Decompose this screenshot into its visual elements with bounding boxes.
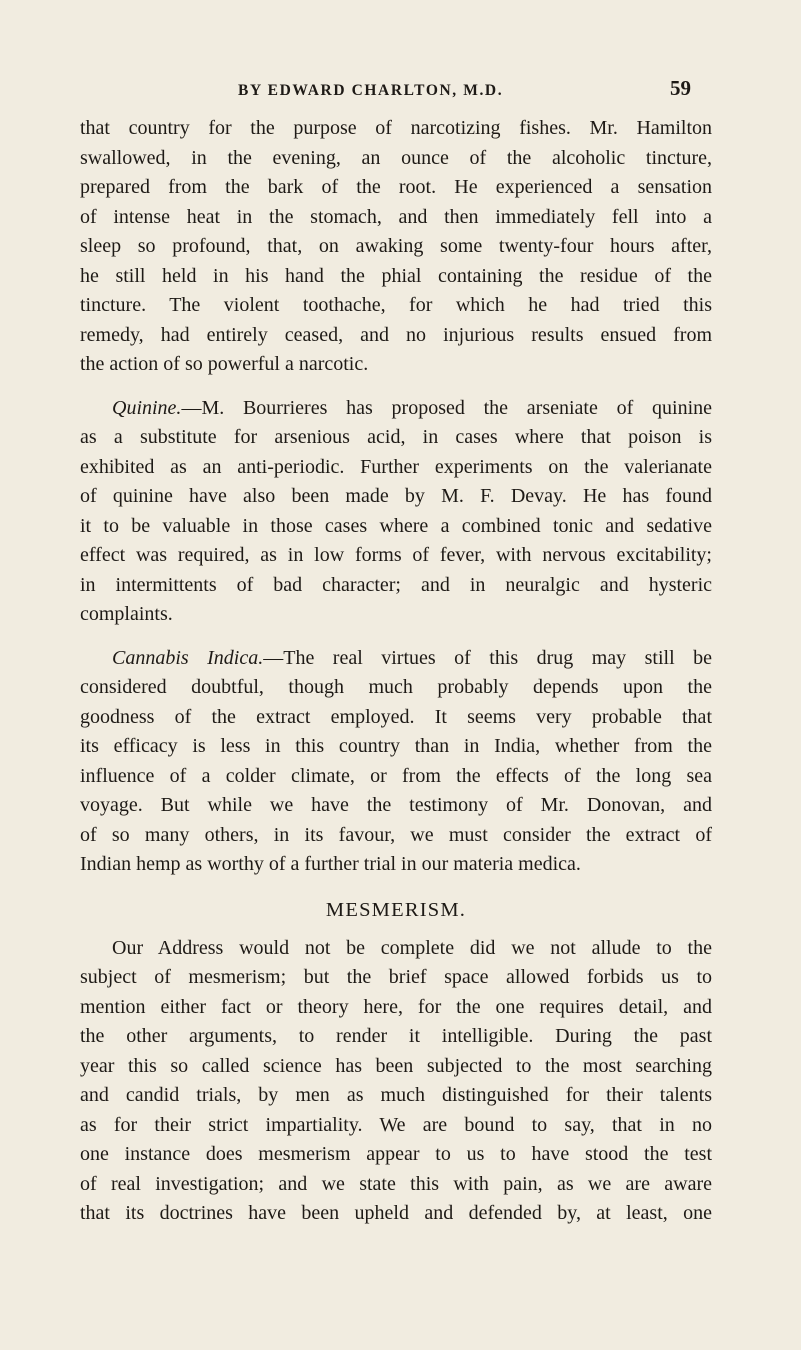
body-text [80, 114, 712, 1229]
paragraph-narcotic [80, 114, 712, 380]
text-line: influence of a colder climate, or from the effects of the long sea [80, 764, 712, 787]
text-line: prepared from the bark of the root. He experienced a sensation [80, 176, 712, 198]
entry-first-line: —The real virtues of this drug may still be [263, 646, 712, 669]
section-heading-mesmerism: MESMERISM. [325, 898, 467, 921]
text-line: as a substitute for arsenious acid, in cases where that poison is [80, 426, 712, 448]
text-line: complaints. [80, 603, 173, 625]
entry-first-line: —M. Bourrieres has proposed the arseniate of quinine [181, 396, 712, 419]
text-line: one instance does mesmerism appear to us to have stood the test [80, 1143, 712, 1165]
text-line: of quinine have also been made by M. F. Devay. He has found [80, 485, 712, 507]
text-line: it to be valuable in those cases where a combined tonic and sedative [80, 514, 712, 537]
text-line [80, 394, 712, 424]
text-line: that country for the purpose of narcotizing fishes. Mr. Hamilton [80, 117, 712, 139]
text-line: the action of so powerful a narcotic. [80, 353, 369, 375]
text-line: considered doubtful, though much probably depends upon the [80, 676, 712, 698]
text-line: its efficacy is less in this country than in India, whether from the [80, 735, 712, 757]
text-line: that its doctrines have been upheld and defended by, at least, one [80, 1202, 712, 1224]
text-line: of so many others, in its favour, we must consider the extract of [80, 823, 712, 846]
paragraph-quinine [80, 394, 712, 630]
text-line: and candid trials, by men as much distinguished for their talents [80, 1084, 712, 1106]
text-line: mention either fact or theory here, for the one requires detail, and [80, 995, 712, 1018]
paragraph-cannabis [80, 644, 712, 880]
text-line: in intermittents of bad character; and in neuralgic and hysteric [80, 573, 712, 596]
text-line: effect was required, as in low forms of fever, with nervous excitability; [80, 544, 712, 566]
running-header: BY EDWARD CHARLTON, M.D. [238, 82, 504, 99]
text-line: goodness of the extract employed. It seems very probable that [80, 705, 712, 728]
text-line: sleep so profound, that, on awaking some twenty-four hours after, [80, 235, 712, 257]
text-line: Our Address would not be complete did we not allude to the [112, 936, 712, 959]
text-line: swallowed, in the evening, an ounce of the alcoholic tincture, [80, 146, 712, 169]
text-line: Indian hemp as worthy of a further trial in our materia medica. [80, 853, 581, 875]
text-line: he still held in his hand the phial containing the residue of the [80, 264, 712, 287]
text-line: exhibited as an anti-periodic. Further experiments on the valerianate [80, 455, 712, 478]
paragraph-mesmerism [80, 934, 712, 1229]
text-line: of intense heat in the stomach, and then immediately fell into a [80, 205, 712, 228]
text-line: voyage. But while we have the testimony of Mr. Donovan, and [80, 794, 712, 816]
text-line: the other arguments, to render it intelligible. During the past [80, 1025, 712, 1047]
text-line: as for their strict impartiality. We are bound to say, that in no [80, 1113, 712, 1136]
text-line: of real investigation; and we state this with pain, as we are aware [80, 1172, 712, 1195]
entry-heading-cannabis: Cannabis Indica. [112, 646, 264, 669]
text-line: tincture. The violent toothache, for which he had tried this [80, 294, 712, 316]
entry-heading-quinine: Quinine. [112, 396, 182, 419]
text-line: remedy, had entirely ceased, and no injurious results ensued from [80, 323, 712, 346]
text-line: year this so called science has been subjected to the most searching [80, 1054, 712, 1077]
text-line [80, 644, 712, 674]
text-line: subject of mesmerism; but the brief space allowed forbids us to [80, 966, 712, 988]
page-number: 59 [670, 76, 691, 100]
